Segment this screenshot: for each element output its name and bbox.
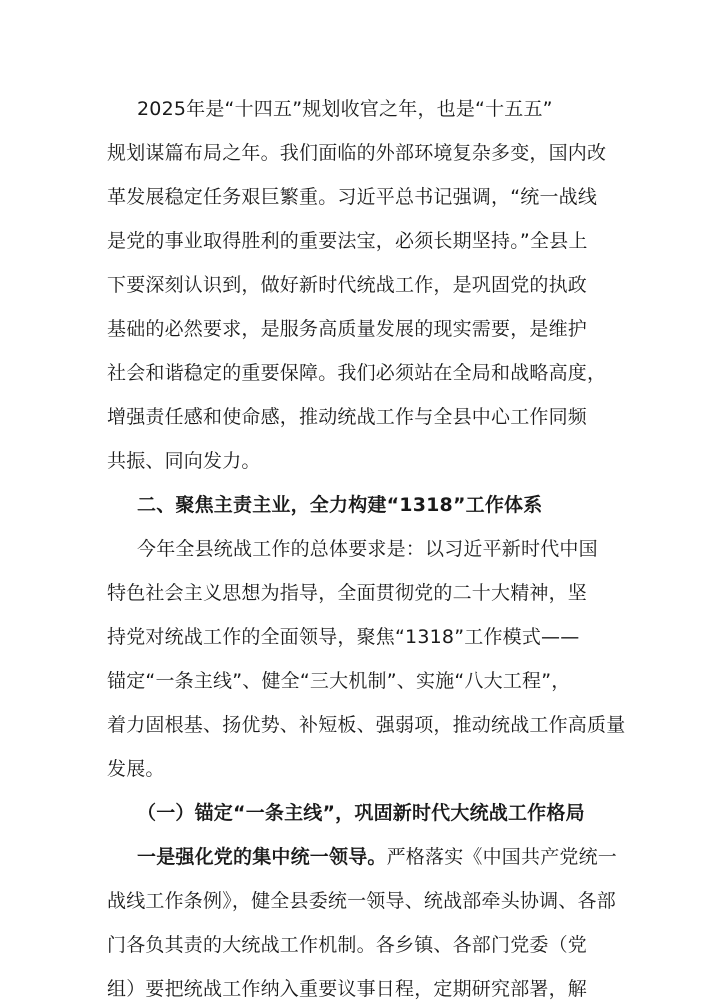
text-line: 社会和谐稳定的重要保障。我们必须站在全局和战略高度， [107,362,607,384]
text-line: 共振、同向发力。 [107,450,261,472]
text-line: 革发展稳定任务艰巨繁重。习近平总书记强调，“统一战线 [107,186,598,208]
subsection-heading: （一）锚定“一条主线”，巩固新时代大统战工作格局 [137,802,585,824]
text-line: 下要深刻认识到，做好新时代统战工作，是巩固党的执政 [107,274,588,296]
text-line: 是党的事业取得胜利的重要法宝，必须长期坚持。”全县上 [107,230,588,252]
text-line: 组）要把统战工作纳入重要议事日程，定期研究部署，解 [107,978,588,1000]
lead-in-phrase: 一是强化党的集中统一领导。 [137,846,387,868]
text-line: 持党对统战工作的全面领导，聚焦“1318”工作模式—— [107,626,580,648]
text-span: 严格落实《中国共产党统一 [386,846,618,868]
text-line: 特色社会主义思想为指导，全面贯彻党的二十大精神，坚 [107,582,588,604]
text-line: 规划谋篇布局之年。我们面临的外部环境复杂多变，国内改 [107,142,607,164]
text-line [137,845,617,869]
text-line: 门各负其责的大统战工作机制。各乡镇、各部门党委（党 [107,934,588,956]
text-line: 基础的必然要求，是服务高质量发展的现实需要，是维护 [107,318,588,340]
text-line: 锚定“一条主线”、健全“三大机制”、实施“八大工程”， [107,670,571,692]
text-line: 今年全县统战工作的总体要求是：以习近平新时代中国 [137,538,598,560]
text-line: 战线工作条例》，健全县委统一领导、统战部牵头协调、各部 [107,890,616,912]
text-line: 增强责任感和使命感，推动统战工作与全县中心工作同频 [107,406,588,428]
section-heading: 二、聚焦主责主业，全力构建“1318”工作体系 [137,494,543,516]
text-line: 2025年是“十四五”规划收官之年，也是“十五五” [137,98,553,120]
text-line: 发展。 [107,758,165,780]
text-line: 着力固根基、扬优势、补短板、强弱项，推动统战工作高质量 [107,714,626,736]
